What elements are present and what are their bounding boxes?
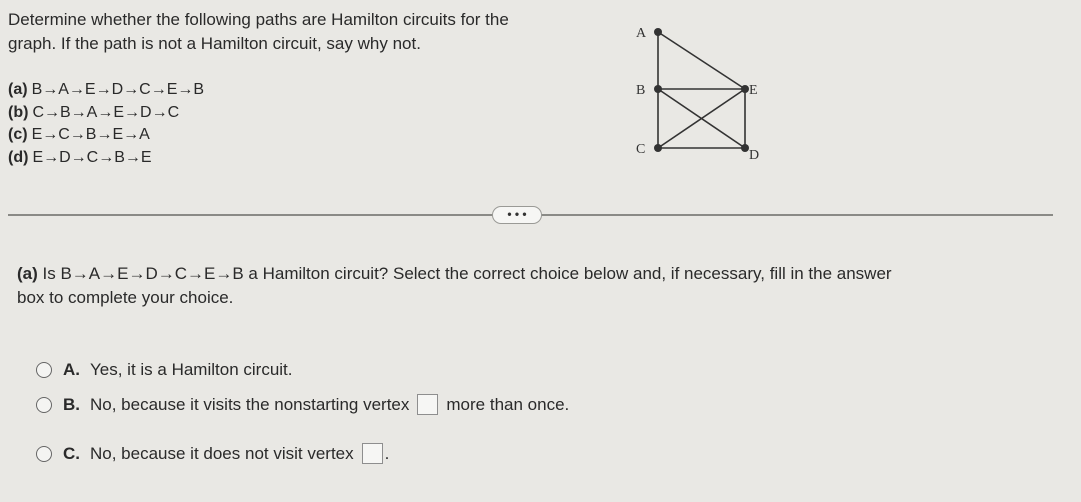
answer-box-vertex-c[interactable] <box>362 443 383 464</box>
part-a-line-2: box to complete your choice. <box>17 288 234 307</box>
question-line-1: Determine whether the following paths are Hamilton circuits for the <box>8 10 509 29</box>
vertex-e <box>741 85 749 93</box>
radio-choice-c[interactable] <box>36 446 52 462</box>
vertex-b <box>654 85 662 93</box>
choice-letter: C. <box>63 443 80 463</box>
graph-diagram <box>600 15 780 165</box>
choice-a[interactable] <box>36 360 293 380</box>
vertex-label-d: D <box>749 148 760 163</box>
vertex-label-c: C <box>636 142 646 157</box>
choice-text: Yes, it is a Hamilton circuit. <box>90 360 293 379</box>
path-item-b: (b) C→B→A→E→D→C <box>8 103 180 121</box>
part-a-line-1: Is B→A→E→D→C→E→B a Hamilton circuit? Select the correct choice below and, if necessary, fill in the answer <box>42 264 892 283</box>
vertex-label-a: A <box>636 26 647 41</box>
choice-text-after: . <box>384 443 390 463</box>
choice-text: No, because it visits the nonstarting vertex <box>90 394 410 414</box>
expand-more-button[interactable]: • • • <box>492 206 542 224</box>
path-list <box>8 79 204 169</box>
vertex-d <box>741 144 749 152</box>
answer-box-vertex-b[interactable] <box>417 394 438 415</box>
vertex-label-e: E <box>749 83 758 98</box>
radio-choice-a[interactable] <box>36 362 52 378</box>
choice-text: No, because it does not visit vertex <box>90 443 354 463</box>
path-item-d: (d) E→D→C→B→E <box>8 148 152 166</box>
vertex-a <box>654 28 662 36</box>
part-a-label: (a) <box>17 264 38 283</box>
question-line-2: graph. If the path is not a Hamilton circuit, say why not. <box>8 34 421 53</box>
part-a-prompt <box>17 262 1067 310</box>
choice-letter: B. <box>63 394 80 414</box>
choice-letter: A. <box>63 360 80 379</box>
vertex-c <box>654 144 662 152</box>
choice-b[interactable] <box>36 394 569 415</box>
question-text <box>8 8 608 56</box>
path-item-c: (c) E→C→B→E→A <box>8 126 150 143</box>
choice-text-after: more than once. <box>446 394 570 414</box>
radio-choice-b[interactable] <box>36 397 52 413</box>
edge-a-e <box>658 32 745 89</box>
choice-c[interactable] <box>36 443 389 464</box>
path-item-a: (a) B→A→E→D→C→E→B <box>8 81 205 98</box>
vertex-label-b: B <box>636 83 646 98</box>
